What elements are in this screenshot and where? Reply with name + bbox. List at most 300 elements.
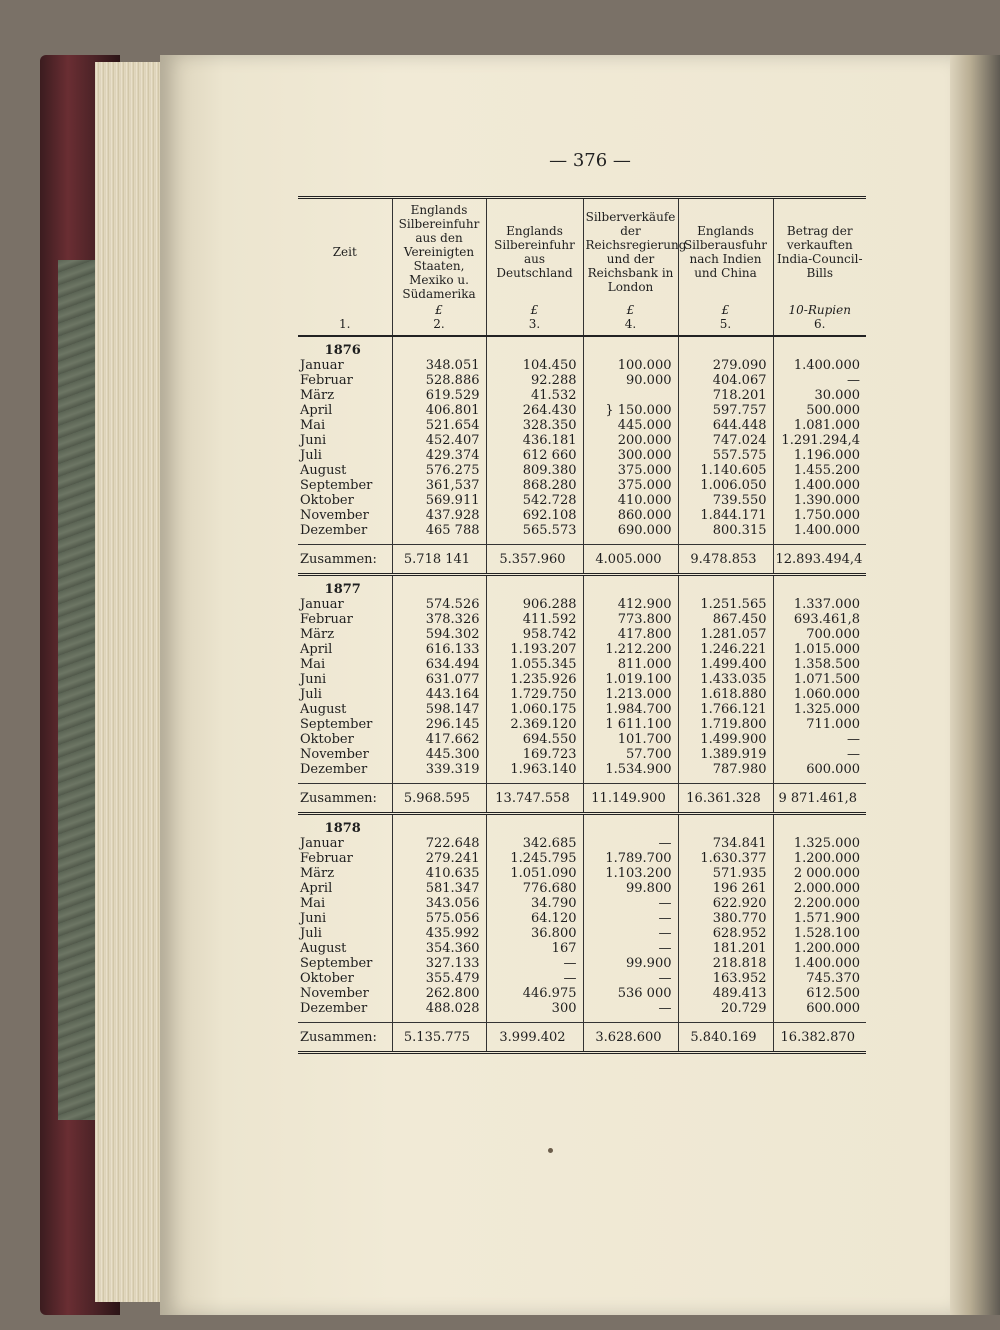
value-cell: 339.319 [392,762,486,777]
value-cell: 348.051 [392,358,486,373]
year-row-cell [392,336,486,358]
value-cell: 465 788 [392,523,486,538]
value-cell: 64.120 [486,911,583,926]
col-symbol-1 [298,303,392,317]
value-cell: 300.000 [583,448,678,463]
value-cell: 1.844.171 [678,508,773,523]
value-cell: 1.200.000 [773,851,866,866]
value-cell: 296.145 [392,717,486,732]
value-cell: 410.635 [392,866,486,881]
header-row [298,198,866,304]
value-cell: 565.573 [486,523,583,538]
value-cell: 1.400.000 [773,358,866,373]
value-cell: 1.006.050 [678,478,773,493]
month-label: März [300,866,335,881]
value-cell: 361,537 [392,478,486,493]
value-cell: 2 000.000 [773,866,866,881]
month-label: September [300,717,373,732]
value-cell: 690.000 [583,523,678,538]
table-row [298,762,866,777]
value-cell: 612.500 [773,986,866,1001]
value-cell: 1.193.207 [486,642,583,657]
value-cell: 30.000 [773,388,866,403]
value-cell: 1.213.000 [583,687,678,702]
value-cell: 536 000 [583,986,678,1001]
year-row-cell [486,814,583,837]
value-cell: 404.067 [678,373,773,388]
value-cell [583,388,678,403]
value-cell: 1.534.900 [583,762,678,777]
value-cell: 787.980 [678,762,773,777]
table-row [298,881,866,896]
value-cell: 1.251.565 [678,597,773,612]
value-cell: 411.592 [486,612,583,627]
month-label: Juli [300,926,322,941]
month-label: Dezember [300,1001,368,1016]
value-cell: 1.750.000 [773,508,866,523]
table-row [298,612,866,627]
value-cell: 1.325.000 [773,836,866,851]
month-label: Januar [300,597,344,612]
col-header-3: Englands Silbereinfuhr aus Deutschland [486,198,583,304]
total-value: 9 871.461,8 [773,784,866,814]
month-label: März [300,388,335,403]
col-header-4: Silberverkäufe der Reichsregierung und der Reichsbank in London [583,198,678,304]
value-cell: 711.000 [773,717,866,732]
col-symbol-5: £ [678,303,773,317]
table-row [298,687,866,702]
year-row-cell [583,336,678,358]
col-number-4: 4. [583,317,678,336]
year-row-cell [678,336,773,358]
total-value: 3.628.600 [583,1023,678,1053]
value-cell: 634.494 [392,657,486,672]
value-cell: — [773,373,866,388]
year-row-cell [583,814,678,837]
ink-smudge [548,1148,553,1153]
value-cell: — [583,896,678,911]
value-cell: 1.103.200 [583,866,678,881]
value-cell: 262.800 [392,986,486,1001]
value-cell: 417.800 [583,627,678,642]
value-cell: 412.900 [583,597,678,612]
value-cell: 196 261 [678,881,773,896]
total-row [298,784,866,814]
value-cell: 1.789.700 [583,851,678,866]
value-cell: 1.060.175 [486,702,583,717]
month-label: Februar [300,851,353,866]
year-row-cell [392,814,486,837]
month-label: Mai [300,896,326,911]
value-cell: 745.370 [773,971,866,986]
value-cell: 437.928 [392,508,486,523]
value-cell: 169.723 [486,747,583,762]
col-number-2: 2. [392,317,486,336]
month-label: November [300,986,369,1001]
value-cell: 99.900 [583,956,678,971]
value-cell: — [583,836,678,851]
value-cell: 597.757 [678,403,773,418]
month-label: September [300,478,373,493]
value-cell: 1.729.750 [486,687,583,702]
value-cell: 594.302 [392,627,486,642]
value-cell: — [583,911,678,926]
value-cell: 644.448 [678,418,773,433]
total-value: 5.968.595 [392,784,486,814]
value-cell: 1.081.000 [773,418,866,433]
value-cell: 574.526 [392,597,486,612]
value-cell: 1.245.795 [486,851,583,866]
year-row-cell [773,814,866,837]
silver-trade-table [298,196,866,1054]
month-label: Februar [300,373,353,388]
year-row-cell [392,575,486,598]
table-row [298,672,866,687]
value-cell: — [583,926,678,941]
value-cell: 34.790 [486,896,583,911]
value-cell: 163.952 [678,971,773,986]
value-cell: 380.770 [678,911,773,926]
value-cell: 500.000 [773,403,866,418]
table-row [298,508,866,523]
value-cell: 528.886 [392,373,486,388]
year-row [298,814,866,837]
month-label: Februar [300,612,353,627]
table-row [298,851,866,866]
table-row [298,418,866,433]
month-label: Mai [300,418,326,433]
value-cell: 521.654 [392,418,486,433]
table-row [298,956,866,971]
year-row-cell [486,336,583,358]
table-row [298,836,866,851]
table-row [298,463,866,478]
table-row [298,971,866,986]
value-cell: 600.000 [773,762,866,777]
table-row [298,597,866,612]
value-cell: 100.000 [583,358,678,373]
table-row [298,1001,866,1016]
col-header-5: Englands Silberausfuhr nach Indien und China [678,198,773,304]
value-cell: 1.200.000 [773,941,866,956]
month-label: November [300,508,369,523]
table-row [298,657,866,672]
table-row [298,896,866,911]
value-cell: 1.358.500 [773,657,866,672]
value-cell: 279.090 [678,358,773,373]
month-label: August [300,702,347,717]
value-cell: 718.201 [678,388,773,403]
total-value: 3.999.402 [486,1023,583,1053]
year-row-cell [486,575,583,598]
table-row [298,478,866,493]
value-cell: 571.935 [678,866,773,881]
value-cell: 1.246.221 [678,642,773,657]
value-cell: 1.015.000 [773,642,866,657]
value-cell: — [583,941,678,956]
col-header-6: Betrag der verkauften India-Council-Bills [773,198,866,304]
year-row-cell [678,575,773,598]
table-row [298,523,866,538]
table-row [298,911,866,926]
value-cell: 2.369.120 [486,717,583,732]
month-label: Januar [300,836,344,851]
year-row-cell [773,336,866,358]
value-cell: 906.288 [486,597,583,612]
value-cell: — [486,956,583,971]
value-cell: 354.360 [392,941,486,956]
value-cell: 20.729 [678,1001,773,1016]
value-cell: 1.499.900 [678,732,773,747]
year-label: 1877 [324,582,361,597]
value-cell: 429.374 [392,448,486,463]
value-cell: 1.291.294,4 [773,433,866,448]
value-cell: 264.430 [486,403,583,418]
value-cell: 410.000 [583,493,678,508]
value-cell: 1.528.100 [773,926,866,941]
year-label: 1876 [324,343,361,358]
total-label: Zusammen: [298,1023,392,1053]
total-value: 4.005.000 [583,545,678,575]
value-cell: 958.742 [486,627,583,642]
table-body [298,336,866,1053]
value-cell: 747.024 [678,433,773,448]
value-cell: 378.326 [392,612,486,627]
value-cell: 57.700 [583,747,678,762]
value-cell: 443.164 [392,687,486,702]
value-cell: 700.000 [773,627,866,642]
value-cell: 435.992 [392,926,486,941]
value-cell: 218.818 [678,956,773,971]
month-label: Mai [300,657,326,672]
facing-page-edge [950,55,1000,1315]
value-cell: 417.662 [392,732,486,747]
value-cell: 92.288 [486,373,583,388]
table-row [298,747,866,762]
year-row-cell [678,814,773,837]
column-number-row [298,317,866,336]
month-label: Juli [300,448,322,463]
table-row [298,433,866,448]
total-row [298,545,866,575]
value-cell: 619.529 [392,388,486,403]
value-cell: 622.920 [678,896,773,911]
value-cell: 581.347 [392,881,486,896]
year-row [298,575,866,598]
value-cell: 1.571.900 [773,911,866,926]
value-cell: 860.000 [583,508,678,523]
value-cell: 542.728 [486,493,583,508]
table-row [298,732,866,747]
total-value: 11.149.900 [583,784,678,814]
value-cell: 1.337.000 [773,597,866,612]
table-row [298,627,866,642]
month-label: Juni [300,911,327,926]
value-cell: 1.400.000 [773,478,866,493]
col-symbol-6: 10-Rupien [773,303,866,317]
value-cell: 489.413 [678,986,773,1001]
table-row [298,866,866,881]
value-cell: 41.532 [486,388,583,403]
value-cell: 300 [486,1001,583,1016]
month-label: August [300,463,347,478]
value-cell: 1.618.880 [678,687,773,702]
table-row [298,358,866,373]
year-row-cell [773,575,866,598]
value-cell: 436.181 [486,433,583,448]
value-cell: 1.499.400 [678,657,773,672]
value-cell: 355.479 [392,971,486,986]
value-cell: 1.071.500 [773,672,866,687]
month-label: Juni [300,672,327,687]
value-cell: 2.000.000 [773,881,866,896]
value-cell: 1.140.605 [678,463,773,478]
value-cell: 575.056 [392,911,486,926]
value-cell: 1.325.000 [773,702,866,717]
value-cell: 1.051.090 [486,866,583,881]
value-cell: 811.000 [583,657,678,672]
value-cell: 1.400.000 [773,956,866,971]
table-row [298,448,866,463]
col-number-5: 5. [678,317,773,336]
month-label: Juli [300,687,322,702]
value-cell: 1.963.140 [486,762,583,777]
value-cell: 279.241 [392,851,486,866]
col-header-1: Zeit [298,198,392,304]
value-cell: 600.000 [773,1001,866,1016]
value-cell: 616.133 [392,642,486,657]
total-value: 5.357.960 [486,545,583,575]
col-number-1: 1. [298,317,392,336]
value-cell: 200.000 [583,433,678,448]
value-cell: 773.800 [583,612,678,627]
value-cell: — [486,971,583,986]
value-cell: 90.000 [583,373,678,388]
total-label: Zusammen: [298,545,392,575]
value-cell: 1.630.377 [678,851,773,866]
value-cell: 722.648 [392,836,486,851]
value-cell: 1.281.057 [678,627,773,642]
month-label: Juni [300,433,327,448]
value-cell: 1.060.000 [773,687,866,702]
month-label: Januar [300,358,344,373]
month-label: Oktober [300,732,354,747]
value-cell: 446.975 [486,986,583,1001]
col-number-3: 3. [486,317,583,336]
value-cell: 868.280 [486,478,583,493]
month-label: April [300,881,333,896]
value-cell: 99.800 [583,881,678,896]
value-cell: 445.000 [583,418,678,433]
value-cell: 1.235.926 [486,672,583,687]
month-label: Dezember [300,762,368,777]
col-symbol-2: £ [392,303,486,317]
value-cell: 101.700 [583,732,678,747]
col-symbol-3: £ [486,303,583,317]
value-cell: 375.000 [583,463,678,478]
value-cell: — [583,971,678,986]
value-cell: 598.147 [392,702,486,717]
col-symbol-4: £ [583,303,678,317]
total-value: 9.478.853 [678,545,773,575]
month-label: Oktober [300,493,354,508]
symbol-row [298,303,866,317]
total-value: 5.135.775 [392,1023,486,1053]
total-value: 12.893.494,4 [773,545,866,575]
value-cell: 1.719.800 [678,717,773,732]
month-label: November [300,747,369,762]
value-cell: 569.911 [392,493,486,508]
table-row [298,642,866,657]
value-cell: 452.407 [392,433,486,448]
total-value: 5.718 141 [392,545,486,575]
month-label: April [300,403,333,418]
value-cell: 612 660 [486,448,583,463]
value-cell: 343.056 [392,896,486,911]
month-label: Dezember [300,523,368,538]
value-cell: 406.801 [392,403,486,418]
value-cell: 1.400.000 [773,523,866,538]
value-cell: 1 611.100 [583,717,678,732]
total-label: Zusammen: [298,784,392,814]
value-cell: 445.300 [392,747,486,762]
value-cell: 1.389.919 [678,747,773,762]
value-cell: 375.000 [583,478,678,493]
value-cell: 2.200.000 [773,896,866,911]
value-cell: 1.390.000 [773,493,866,508]
value-cell: 557.575 [678,448,773,463]
value-cell: 631.077 [392,672,486,687]
value-cell: 1.455.200 [773,463,866,478]
year-row-cell [583,575,678,598]
value-cell: 167 [486,941,583,956]
table-row [298,373,866,388]
total-value: 13.747.558 [486,784,583,814]
month-label: März [300,627,335,642]
value-cell: 800.315 [678,523,773,538]
value-cell: 694.550 [486,732,583,747]
value-cell: — [773,732,866,747]
value-cell: 104.450 [486,358,583,373]
table-row [298,926,866,941]
year-label: 1878 [324,821,361,836]
value-cell: 739.550 [678,493,773,508]
total-value: 16.361.328 [678,784,773,814]
value-cell: 693.461,8 [773,612,866,627]
value-cell: 576.275 [392,463,486,478]
value-cell: 328.350 [486,418,583,433]
value-cell: 1.196.000 [773,448,866,463]
col-number-6: 6. [773,317,866,336]
table-row [298,717,866,732]
page-number: — 376 — [549,150,631,171]
value-cell: 809.380 [486,463,583,478]
total-row [298,1023,866,1053]
value-cell: 488.028 [392,1001,486,1016]
value-cell: 1.055.345 [486,657,583,672]
value-cell: 1.766.121 [678,702,773,717]
value-cell: 734.841 [678,836,773,851]
value-cell: 1.433.035 [678,672,773,687]
value-cell: 1.212.200 [583,642,678,657]
table-row [298,388,866,403]
month-label: August [300,941,347,956]
value-cell: 327.133 [392,956,486,971]
month-label: September [300,956,373,971]
table-row [298,403,866,418]
table-row [298,986,866,1001]
value-cell: 692.108 [486,508,583,523]
